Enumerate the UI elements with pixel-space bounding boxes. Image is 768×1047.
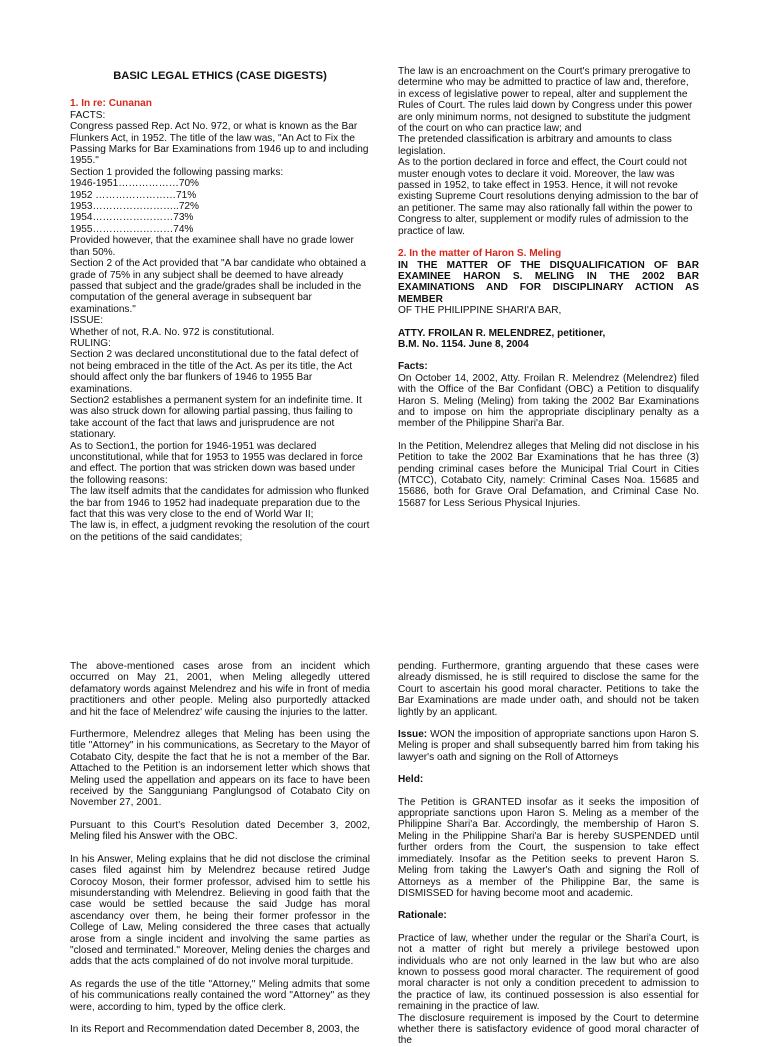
case-1-issue-label: ISSUE: <box>70 315 104 327</box>
case-2-issue-text: WON the imposition of appropriate sanctions upon Haron S. Meling is proper and shall subsequently barred him from taking his lawyer's oath and signing on the Roll of Attorneys <box>398 729 699 763</box>
case-2-facts-paragraph: As regards the use of the title "Attorney," Meling admits that some of his communications really contained the word "Attorney" as they were, according to him, typed by the office clerk. <box>70 978 370 1013</box>
case-2-facts-label: Facts: <box>398 361 428 373</box>
column-top-left <box>70 66 370 543</box>
passing-mark-row: 1954……………………73% <box>70 212 194 224</box>
case-2-facts-paragraph: On October 14, 2002, Atty. Froilan R. Melendrez (Melendrez) filed with the Office of the Bar Confidant (OBC) a Petition to disqualify Haron S. Meling (Meling) from taking the 2002 Bar Examinations and to impose on him the appropriate disciplinary penalty as a member of the Philippine Shari'a Bar. <box>398 372 699 430</box>
case-2-petitioner: ATTY. FROILAN R. MELENDREZ, petitioner, <box>398 327 606 339</box>
case-2-facts-paragraph: The above-mentioned cases arose from an incident which occurred on May 21, 2001, when Meling allegedly uttered defamatory words against Melendrez and his wife in front of media practitioners and other people. Meling also purportedly attacked and hit the face of Melendrez' wife causing the injuries to the latter. <box>70 661 370 718</box>
column-top-right <box>398 66 699 516</box>
column-bottom-right <box>398 661 699 1047</box>
case-2-facts-paragraph: Pursuant to this Court's Resolution dated December 3, 2002, Meling filed his Answer with the OBC. <box>70 819 370 843</box>
case-2-facts-paragraph: Furthermore, Melendrez alleges that Meling has been using the title "Attorney" in his communications, as Secretary to the Mayor of Cotabato City, despite the fact that he is not a member of the Bar. Attached to the Petition is an indorsement letter which shows that Meling used the appellation and appears on its face to have been received by the Sangguniang Panglungsod of Cotabato City on November 27, 2001. <box>70 729 370 809</box>
passing-mark-row: 1946-1951………………70% <box>70 178 200 190</box>
case-1-ruling-paragraph: Section 2 was declared unconstitutional due to the fatal defect of not being embraced in the title of the Act. As per its title, the Act should affect only the bar flunkers of 1946 to 1955 Bar examinations. <box>70 349 359 395</box>
case-1-heading: 1. In re: Cunanan <box>70 98 152 110</box>
case-2-facts-paragraph: In its Report and Recommendation dated December 8, 2003, the <box>70 1023 360 1035</box>
case-1-ruling-paragraph: The law is an encroachment on the Court's primary prerogative to determine who may be admitted to practice of law and, therefore, in excess of legislative power to repeal, alter and supplement the Rules of Court. The rules laid down by Congress under this power are only minimum norms, not designed to substitute the judgment of the court on who can practice law; and <box>398 66 693 135</box>
case-1-ruling-paragraph: The law is, in effect, a judgment revoking the resolution of the court on the petitions of the said candidates; <box>70 520 370 543</box>
case-1-facts-label: FACTS: <box>70 109 106 121</box>
case-2-issue-label: Issue: <box>398 729 428 741</box>
case-2-rationale-label: Rationale: <box>398 910 447 922</box>
case-2-held-text: The Petition is GRANTED insofar as it seeks the imposition of appropriate sanctions upon Haron S. Meling as a member of the Philippine Shari'a Bar. Accordingly, the membership of Haron S. Meling in the Philippine Shari'a Bar is hereby SUSPENDED until further orders from the Court, the suspension to take effect immediately. Insofar as the Petition seeks to prevent Haron S. Meling from taking the Lawyer's Oath and signing the Roll of Attorneys as a member of the Philippine Bar, the same is DISMISSED for having become moot and academic. <box>398 796 699 899</box>
document-title: BASIC LEGAL ETHICS (CASE DIGESTS) <box>113 70 327 82</box>
case-2-bm-number: B.M. No. 1154. June 8, 2004 <box>398 338 529 350</box>
passing-mark-row: 1955……………………74% <box>70 223 194 235</box>
case-1-facts-paragraph: Provided however, that the examinee shall have no grade lower than 50%. <box>70 235 354 258</box>
case-1-facts-paragraph: Congress passed Rep. Act No. 972, or what is known as the Bar Flunkers Act, in 1952. The title of the law was, "An Act to Fix the Passing Marks for Bar Examinations from 1946 up to and including 1955." <box>70 121 369 167</box>
passing-mark-row: 1952 ……………………71% <box>70 189 197 201</box>
case-2-heading: 2. In the matter of Haron S. Meling <box>398 248 562 260</box>
case-1-ruling-paragraph: The law itself admits that the candidates for admission who flunked the bar from 1946 to 1952 had inadequate preparation due to the fact that this was very close to the end of World War II; <box>70 486 370 521</box>
case-2-caption: IN THE MATTER OF THE DISQUALIFICATION OF BAR EXAMINEE HARON S. MELING IN THE 2002 BAR EXAMINATIONS AND FOR DISCIPLINARY ACTION AS MEMBER <box>398 259 699 305</box>
case-1-issue-text: Whether of not, R.A. No. 972 is constitutional. <box>70 326 275 338</box>
case-2-facts-paragraph: In the Petition, Melendrez alleges that Meling did not disclose in his Petition to take the 2002 Bar Examinations that he has three (3) pending criminal cases before the Municipal Trial Court in Cities (MTCC), Cotabato City, namely: Criminal Cases Noa. 15685 and 15686, both for Grave Oral Defamation, and Criminal Case No. 15687 for Less Serious Physical Injuries. <box>398 440 699 509</box>
case-2-rationale-paragraph: Practice of law, whether under the regular or the Shari'a Court, is not a matter of right but merely a privilege bestowed upon individuals who are not only learned in the law but who are also known to possess good moral character. The requirement of good moral character is not only a condition precedent to admission to the practice of law, its continued possession is also essential for remaining in the practice of law. <box>398 932 699 1013</box>
case-1-facts-paragraph: Section 2 of the Act provided that "A bar candidate who obtained a grade of 75% in any subject shall be deemed to have already passed that subject and the grade/grades shall be included in the computation of the general average in subsequent bar examinations." <box>70 258 366 315</box>
case-2-facts-paragraph: In his Answer, Meling explains that he did not disclose the criminal cases filed against him by Melendrez because retired Judge Corocoy Moson, their former professor, advised him to settle his misunderstanding with Melendrez. Believing in good faith that the case would be settled because the said Judge has moral ascendancy over them, he being their former professor in the College of Law, Meling considered the three cases that actually arose from a single incident and involving the same parties as "closed and terminated." Moreover, Meling denies the charges and adds that the acts complained of do not involve moral turpitude. <box>70 853 370 968</box>
case-1-facts-paragraph: Section 1 provided the following passing marks: <box>70 166 284 178</box>
case-1-ruling-paragraph: As to Section1, the portion for 1946-1951 was declared unconstitutional, while that for 1953 to 1955 was declared in force and effect. The portion that was stricken down was based under the following reasons: <box>70 440 363 486</box>
case-2-caption-tail: OF THE PHILIPPINE SHARI'A BAR, <box>398 305 562 317</box>
case-2-held-label: Held: <box>398 774 424 786</box>
case-1-ruling-paragraph: Section2 establishes a permanent system for an indefinite time. It was also struck down for allowing partial passing, thus failing to take account of the fact that laws and jurisprudence are not stationary. <box>70 394 362 441</box>
case-2-pending-paragraph: pending. Furthermore, granting arguendo that these cases were already dismissed, he is still required to disclose the same for the Court to ascertain his good moral character. Petitions to take the Bar Examinations are made under oath, and should not be taken lightly by an applicant. <box>398 661 699 718</box>
case-1-ruling-paragraph: As to the portion declared in force and effect, the Court could not muster enough votes to declare it void. Moreover, the law was passed in 1952, to take effect in 1953. Hence, it will not revoke existing Supreme Court resolutions denying admission to the bar of an petitioner. The same may also rationally fall within the power to Congress to alter, supplement or modify rules of admission to the practice of law. <box>398 157 699 237</box>
case-2-rationale-paragraph: The disclosure requirement is imposed by the Court to determine whether there is satisfactory evidence of good moral character of the <box>398 1012 699 1047</box>
case-1-ruling-label: RULING: <box>70 337 111 349</box>
column-bottom-left <box>70 661 370 1035</box>
case-1-ruling-paragraph: The pretended classification is arbitrary and amounts to class legislation. <box>398 134 672 157</box>
passing-mark-row: 1953……………………..72% <box>70 201 200 213</box>
